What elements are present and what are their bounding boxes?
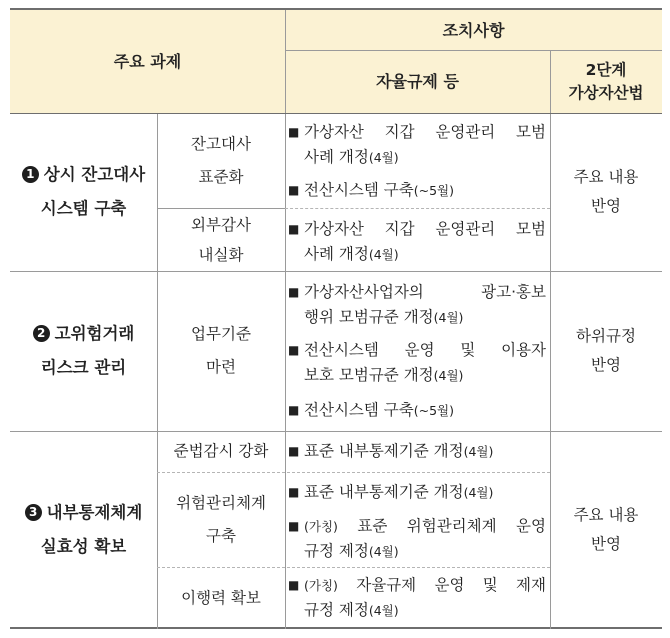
measure-3-3	[288, 514, 546, 564]
measure-3-2-line1: 표준 내부통제기준 개정	[304, 483, 464, 501]
law-3-line1: 주요 내용	[573, 506, 639, 524]
task-1-line1: 상시 잔고대사	[43, 165, 146, 184]
measure-1-3-line2: 사례 개정	[304, 245, 369, 263]
divider	[10, 431, 662, 432]
sub-task-1-1-line1: 잔고대사	[191, 134, 251, 153]
header-main-task	[10, 10, 285, 113]
header-self-regulation	[285, 50, 550, 113]
sub-task-2-1-line2: 마련	[206, 358, 236, 376]
measure-1-3	[288, 217, 546, 267]
measure-2-3-date: (~5월)	[413, 403, 455, 418]
measure-1-1-line2: 사례 개정	[304, 148, 369, 166]
measure-3-1-line1: 표준 내부통제기준 개정	[304, 442, 464, 460]
sub-task-3-1-line1: 준법감시 강화	[173, 442, 269, 460]
sub-task-3-1	[157, 431, 285, 472]
law-3	[550, 431, 662, 629]
measure-3-3-prefix: (가칭)	[304, 519, 338, 534]
measure-3-2	[288, 480, 546, 505]
number-1-icon: 1	[22, 166, 39, 183]
sub-task-3-2-line1: 위험관리체계	[176, 493, 266, 512]
measure-2-1-line2: 행위 모범규준 개정	[304, 308, 434, 326]
measure-2-2-line2: 보호 모범규준 개정	[304, 366, 434, 384]
measures-table	[10, 8, 662, 629]
measure-1-3-date: (4월)	[368, 247, 399, 262]
header-phase2-law	[550, 50, 662, 113]
divider	[10, 271, 662, 272]
measure-1-3-line1: ■ 가상자산 지갑 운영관리 모범	[304, 220, 546, 238]
measure-3-3-date: (4월)	[368, 544, 399, 559]
measure-2-3-line1: 전산시스템 구축	[304, 401, 414, 419]
sub-task-3-3-line1: 이행력 확보	[181, 588, 261, 607]
sub-task-2-1	[157, 271, 285, 431]
header-phase2-label: 2단계	[585, 60, 627, 79]
task-2-line1: 고위험거래	[54, 324, 135, 343]
law-1-line2: 반영	[591, 197, 621, 215]
header-measures	[285, 10, 662, 50]
measure-1-1-date: (4월)	[368, 150, 399, 165]
header-law-label: 가상자산법	[568, 83, 644, 102]
measure-3-2-date: (4월)	[463, 485, 494, 500]
measure-2-1-date: (4월)	[433, 310, 464, 325]
sub-task-3-2	[157, 472, 285, 567]
sub-task-1-1-line2: 표준화	[198, 167, 244, 186]
sub-task-2-1-line1: 업무기준	[191, 325, 251, 343]
divider	[285, 208, 550, 209]
measure-1-1-line1: ■ 가상자산 지갑 운영관리 모범	[304, 123, 546, 141]
measure-1-1	[288, 120, 546, 170]
divider	[10, 113, 662, 114]
measure-3-3-line2: 규정 제정	[304, 542, 369, 560]
number-2-icon: 2	[33, 325, 50, 342]
header-main-task-label: 주요 과제	[113, 52, 182, 71]
task-1-line2: 시스템 구축	[40, 199, 127, 218]
divider	[285, 10, 286, 629]
measure-2-1-line1: ■ 가상자산사업자의 광고·홍보	[304, 283, 546, 301]
divider	[157, 567, 550, 568]
divider	[157, 113, 158, 629]
task-2-line2: 리스크 관리	[40, 358, 127, 377]
law-1-line1: 주요 내용	[573, 168, 639, 186]
measure-3-4-prefix: (가칭)	[304, 578, 338, 593]
law-2-line2: 반영	[591, 356, 621, 374]
sub-task-3-2-line2: 구축	[206, 526, 236, 545]
header-measures-label: 조치사항	[442, 20, 505, 40]
sub-task-1-1	[157, 113, 285, 208]
law-3-line2: 반영	[591, 535, 621, 553]
task-3-title	[10, 431, 157, 629]
measure-1-2-date: (~5월)	[413, 183, 455, 198]
measure-3-1	[288, 439, 546, 464]
divider	[157, 208, 285, 209]
number-3-icon: 3	[25, 504, 42, 521]
sub-task-1-2	[157, 208, 285, 271]
law-2	[550, 271, 662, 431]
measure-3-3-line1: 표준 위험관리체계 운영	[357, 517, 546, 535]
divider	[157, 472, 550, 473]
measure-2-2-line1: ■ 전산시스템 운영 및 이용자	[304, 341, 546, 359]
measure-3-4-date: (4월)	[368, 603, 399, 618]
measure-3-1-date: (4월)	[463, 444, 494, 459]
divider	[285, 50, 662, 51]
law-2-line1: 하위규정	[576, 327, 636, 345]
measure-3-4	[288, 573, 546, 623]
sub-task-1-2-line1: 외부감사	[191, 215, 251, 234]
law-1	[550, 113, 662, 271]
measure-2-3	[288, 398, 546, 423]
task-3-line1: 내부통제체계	[46, 503, 143, 522]
measure-3-4-line2: 규정 제정	[304, 601, 369, 619]
measure-3-4-line1: 자율규제 운영 및 제재	[356, 576, 546, 594]
measure-2-2	[288, 338, 546, 388]
task-3-line2: 실효성 확보	[40, 537, 127, 556]
measure-2-1	[288, 280, 546, 330]
measure-2-2-date: (4월)	[433, 368, 464, 383]
sub-task-1-2-line2: 내실화	[198, 245, 244, 264]
measure-1-2	[288, 178, 546, 203]
sub-task-3-3	[157, 567, 285, 629]
task-1-title	[10, 113, 157, 271]
divider	[550, 50, 551, 629]
measure-1-2-line1: 전산시스템 구축	[304, 181, 414, 199]
task-2-title	[10, 271, 157, 431]
header-self-regulation-label: 자율규제 등	[376, 72, 459, 91]
